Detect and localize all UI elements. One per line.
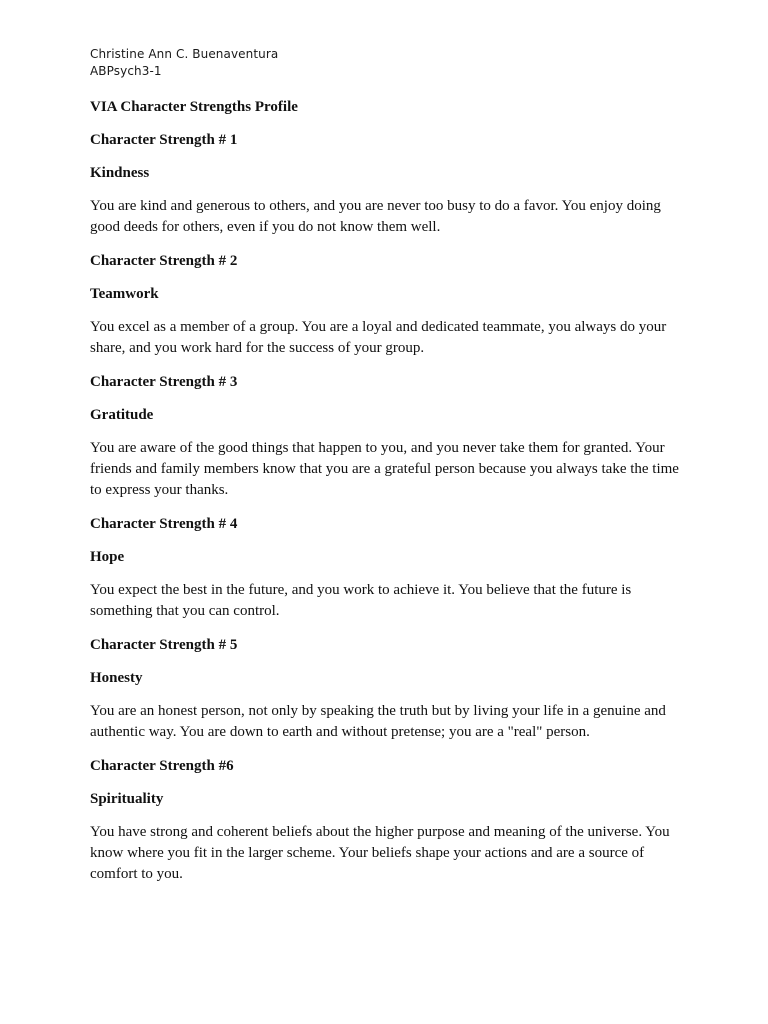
strength-heading: Character Strength # 2 xyxy=(90,253,238,269)
strength-section-3 xyxy=(90,372,690,501)
strength-description: You expect the best in the future, and you work to achieve it. You believe that the future is something that you can control. xyxy=(90,582,632,619)
strength-name: Hope xyxy=(90,549,125,565)
strength-name: Honesty xyxy=(90,670,143,686)
strength-section-2 xyxy=(90,251,690,359)
class-section: ABPsych3-1 xyxy=(90,64,162,78)
strength-name: Gratitude xyxy=(90,407,154,423)
strength-section-4 xyxy=(90,514,690,622)
strength-description: You have strong and coherent beliefs about the higher purpose and meaning of the universe. You know where you fit in the larger scheme. Your beliefs shape your actions and are a source of comfort to you. xyxy=(90,824,670,882)
strength-description: You are aware of the good things that happen to you, and you never take them for granted. Your friends and family members know that you are a grateful person because you always take the time to express your thanks. xyxy=(90,440,679,498)
strength-section-1 xyxy=(90,130,690,238)
strength-heading: Character Strength # 1 xyxy=(90,132,238,148)
strength-name: Spirituality xyxy=(90,791,164,807)
strength-description: You are kind and generous to others, and you are never too busy to do a favor. You enjoy doing good deeds for others, even if you do not know them well. xyxy=(90,198,661,235)
document-title: VIA Character Strengths Profile xyxy=(90,99,298,115)
strength-heading: Character Strength # 4 xyxy=(90,516,238,532)
author-name: Christine Ann C. Buenaventura xyxy=(90,47,279,61)
strength-heading: Character Strength #6 xyxy=(90,758,234,774)
strength-section-5 xyxy=(90,635,690,743)
strength-heading: Character Strength # 5 xyxy=(90,637,238,653)
strength-heading: Character Strength # 3 xyxy=(90,374,238,390)
strength-name: Kindness xyxy=(90,165,150,181)
document-page xyxy=(90,46,690,885)
strength-section-6 xyxy=(90,756,690,885)
strength-description: You excel as a member of a group. You are a loyal and dedicated teammate, you always do your share, and you work hard for the success of your group. xyxy=(90,319,667,356)
strength-name: Teamwork xyxy=(90,286,159,302)
strength-description: You are an honest person, not only by speaking the truth but by living your life in a genuine and authentic way. You are down to earth and without pretense; you are a "real" person. xyxy=(90,703,666,740)
